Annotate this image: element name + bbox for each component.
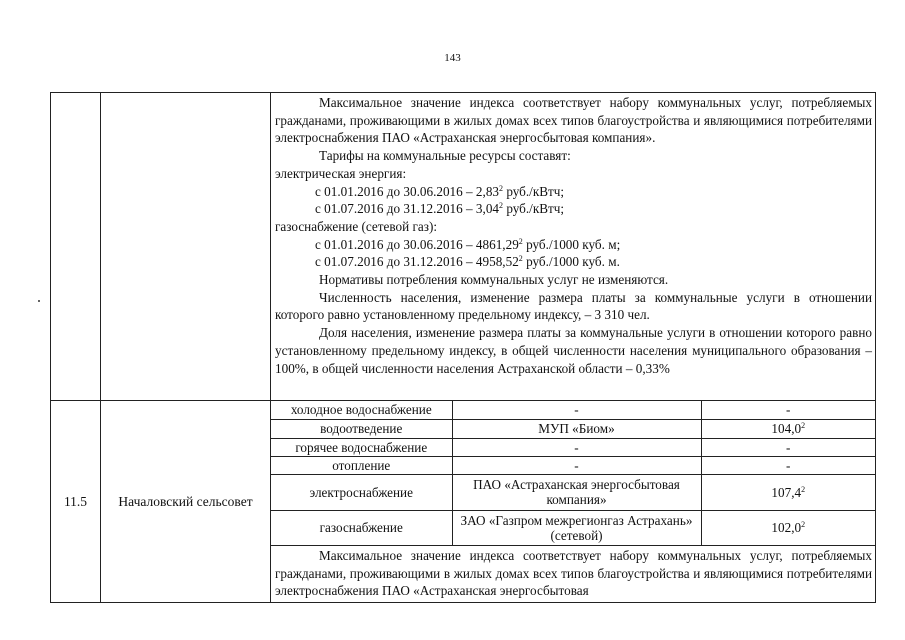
municipality-name: Началовский сельсовет [101, 401, 271, 603]
gas-tariff-2: с 01.07.2016 до 31.12.2016 – 4958,52$^2$ руб./1000 куб. м. [315, 254, 620, 270]
service-row [271, 438, 875, 456]
service-provider: - [452, 438, 701, 456]
tariff-table [50, 92, 876, 603]
service-name: горячее водоснабжение [271, 438, 452, 456]
service-name: холодное водоснабжение [271, 401, 452, 419]
service-name: водоотведение [271, 419, 452, 438]
services-cell [271, 401, 876, 546]
page-number: 143 [444, 52, 461, 64]
service-index: - [701, 438, 875, 456]
electricity-tariff-2: с 01.07.2016 до 31.12.2016 – 3,04$^2$ руб./кВтч; [315, 201, 565, 217]
service-provider: ПАО «Астраханская энергосбытовая компания» [452, 474, 701, 510]
services-table [271, 401, 875, 545]
service-name: газоснабжение [271, 510, 452, 545]
service-name: электроснабжение [271, 474, 452, 510]
service-index: 102,0$^2$ [701, 510, 875, 545]
service-row [271, 474, 875, 510]
population-share-paragraph: Доля населения, изменение размера платы за коммунальные услуги в отношении которого равно установленному предельному индексу, в общей численности населения муниципального образования – 100%, в общей численности населения Астраханской области – 0,33% [275, 325, 872, 376]
service-index: - [701, 456, 875, 474]
table-row-11-5 [51, 401, 876, 546]
electricity-label: электрическая энергия: [275, 165, 407, 181]
service-row [271, 401, 875, 419]
service-index: - [701, 401, 875, 419]
service-provider: ЗАО «Газпром межрегионгаз Астрахань» (сетевой) [452, 510, 701, 545]
electricity-tariff-1: с 01.01.2016 до 30.06.2016 – 2,83$^2$ руб./кВтч; [315, 183, 565, 199]
service-name: отопление [271, 456, 452, 474]
service-provider: МУП «Биом» [452, 419, 701, 438]
margin-dot [38, 300, 40, 302]
service-index: 107,4$^2$ [701, 474, 875, 510]
tariffs-intro: Тарифы на коммунальные ресурсы составят: [319, 148, 571, 164]
service-provider: - [452, 401, 701, 419]
norms-paragraph: Нормативы потребления коммунальных услуг не изменяются. [319, 272, 669, 288]
service-row [271, 456, 875, 474]
max-index-paragraph: Максимальное значение индекса соответствует набору коммунальных услуг, потребляемых гражданами, проживающими в жилых домах всех типов благоустройства и являющимися потребителями электроснабжения ПАО «Астраханская энергосбытовая [275, 548, 872, 599]
table-row-previous [51, 93, 876, 401]
service-row [271, 510, 875, 545]
service-row [271, 419, 875, 438]
max-index-paragraph: Максимальное значение индекса соответствует набору коммунальных услуг, потребляемых гражданами, проживающими в жилых домах всех типов благоустройства и являющимися потребителями электроснабжения ПАО «Астраханская энергосбытовая компания». [275, 95, 872, 146]
gas-label: газоснабжение (сетевой газ): [275, 218, 438, 234]
index-description-cell [271, 546, 876, 603]
row-number-cell [51, 93, 101, 401]
gas-tariff-1: с 01.01.2016 до 30.06.2016 – 4861,29$^2$ руб./1000 куб. м; [315, 236, 621, 252]
service-index: 104,0$^2$ [701, 419, 875, 438]
population-paragraph: Численность населения, изменение размера платы за коммунальные услуги в отношении которого равно установленному предельному индексу, – 3 310 чел. [275, 289, 872, 323]
index-description-cell [271, 93, 876, 401]
row-name-cell [101, 93, 271, 401]
row-number: 11.5 [51, 401, 101, 603]
service-provider: - [452, 456, 701, 474]
